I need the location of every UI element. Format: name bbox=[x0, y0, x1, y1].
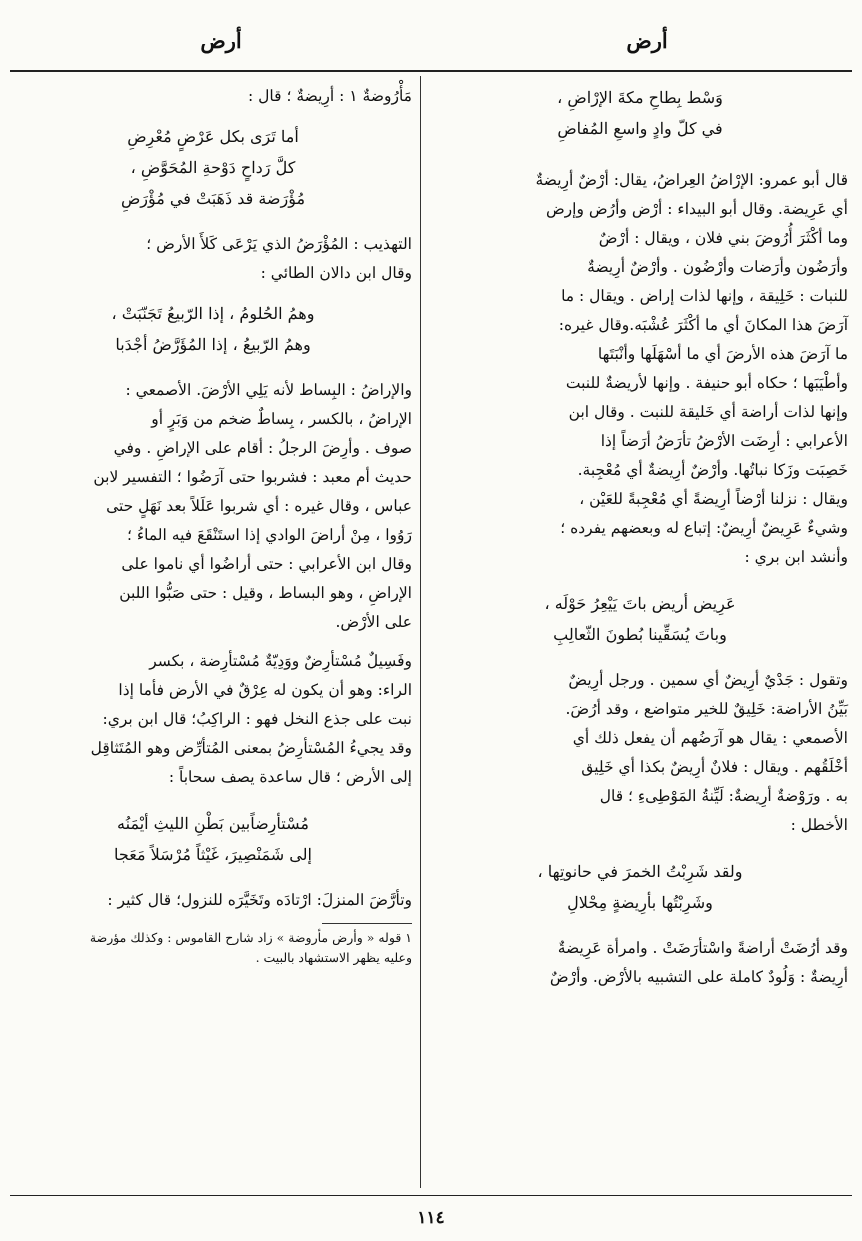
right-column bbox=[432, 82, 848, 992]
verse-line: كلَّ رَداحٍ دَوْحةِ المُحَوَّضِ ، bbox=[130, 158, 296, 177]
verse-line: إلى شَمَنْصِيرَ، غَيْثاً مُرْسَلاً مَعَجا bbox=[114, 845, 312, 864]
text-line: صوف . وأرِضَ الرجلُ : أقام على الإراضِ . وفي bbox=[113, 439, 412, 457]
text-line: بَيِّنُ الأراضة: خَلِيقٌ للخير متواضع ، وقد أرُضَ. bbox=[565, 700, 848, 718]
text-line: نبت على جذع النخل فهو : الراكِبُ؛ قال ابن بري: bbox=[102, 710, 412, 728]
text-line: وأرَضُون وأرَضات وأرْضُون . وأرْضٌ أرِيضةٌ bbox=[587, 258, 848, 276]
verse-line: مُسْتأرِضاًبين بَطْنِ الليثِ أيْمَنُه bbox=[117, 814, 309, 833]
text-line: الإراضُ ، بالكسر ، بِساطٌ ضخم من وَبَرٍ أو bbox=[151, 410, 412, 428]
text-line: التهذيب : المُؤْرَضُ الذي يَرْعَى كَلأَ الأرض ؛ bbox=[146, 235, 412, 253]
text-line: مَأْرُوضةٌ ١ : أرِيضةٌ ؛ قال : bbox=[248, 87, 412, 105]
text-line: أخْلَقُهم . ويقال : فلانٌ أرِيضٌ بكذا أي خَلِيق bbox=[581, 758, 848, 776]
entry-paragraph bbox=[14, 647, 412, 792]
entry-paragraph bbox=[14, 376, 412, 637]
text-line: على الأرْض. bbox=[335, 613, 412, 631]
header-word-left: أرض bbox=[200, 28, 242, 53]
text-line: أرِيضةٌ : وَلُودٌ كاملة على التشبيه بالأرْض. وأرْضٌ bbox=[549, 968, 848, 986]
text-line: وشيءٌ عَرِيضٌ أرِيضٌ: إتباع له وبعضهم يفرده ؛ bbox=[560, 519, 848, 537]
text-line: رَوُوا ، مِنْ أراضَ الوادي إذا استَنْقَعَ فيه الماءُ ؛ bbox=[126, 526, 412, 544]
verse-line: أما تَرَى بكل عَرْضٍ مُعْرِضِ bbox=[127, 127, 299, 146]
footnote-line: وعليه يظهر الاستشهاد بالبيت . bbox=[255, 950, 412, 965]
text-line: وأطْيَبَها ؛ حكاه أبو حنيفة . وإنها لأريضةٌ للنبت bbox=[565, 374, 848, 392]
page-number: ١١٤ bbox=[417, 1208, 445, 1228]
text-line: الإراضِ ، وهو البساط ، وقيل : حتى صَبُّوا اللبن bbox=[119, 584, 412, 602]
entry-paragraph bbox=[432, 166, 848, 572]
text-line: وتأرَّضَ المنزلَ: ارْتادَه وتَخَيَّرَه للنزول؛ قال كثير : bbox=[107, 891, 412, 909]
text-line: قال أبو عمرو: الإرْاضُ العِراضُ، يقال: أرْضٌ أرِيضةٌ bbox=[535, 171, 848, 189]
text-line: آرَضَ هذا المكانَ أي ما أكْثَرَ عُشْبَه.وقال غيره: bbox=[558, 316, 848, 334]
text-line: وما أكْثَرَ أُرُوضَ بني فلان ، ويقال : أرْضٌ bbox=[598, 229, 848, 247]
verse-line: وشَرِبْتُها بأرِيضةٍ مِحْلالِ bbox=[567, 893, 713, 912]
text-line: وقال ابن دالان الطائي : bbox=[260, 264, 412, 282]
verse-line: وهمُ الحُلومُ ، إذا الرّبيعُ تَجَنّبَتْ ، bbox=[111, 304, 315, 323]
verse-line: وهمُ الرّبيعُ ، إذا المُؤَرَّضُ أجْدَبا bbox=[115, 335, 311, 354]
text-line: وقد أرُضَتْ أراضةً واسْتأرَضَتْ . وامرأة عَرِيضةٌ bbox=[557, 939, 848, 957]
text-line: الأصمعي : يقال هو آرَضُهم أن يفعل ذلك أي bbox=[572, 729, 848, 747]
header-rule bbox=[10, 70, 852, 72]
text-line: الأخطل : bbox=[790, 816, 848, 834]
text-line: ويقال : نزلنا أرْضاً أرِيضةً أي مُعْجِبةً للعَيْن ، bbox=[579, 490, 848, 508]
text-line: للنبات : خَلِيقة ، وإنها لذات إراض . ويقال : ما bbox=[561, 287, 848, 305]
text-line: وفَسِيلٌ مُسْتأرِضٌ ووَدِيّةٌ مُسْتأرِضة ، بكسر bbox=[149, 652, 412, 670]
verse-line: عَرِيض أريض باتَ يَيْعِرُ حَوْلَه ، bbox=[544, 594, 736, 613]
text-line: وإنها لذات أراضة أي خَليقة للنبت . وقال ابن bbox=[568, 403, 848, 421]
text-line: وقد يجيءُ المُسْتأرِضُ بمعنى المُتأرِّض وهو المُتَثاقِل bbox=[90, 739, 412, 757]
left-column bbox=[14, 82, 412, 968]
text-line: حديث أم معبد : فشربوا حتى آرَضُوا ؛ التفسير لابن bbox=[93, 468, 412, 486]
entry-paragraph bbox=[432, 934, 848, 992]
entry-paragraph bbox=[432, 666, 848, 840]
text-line: عباس ، وقال غيره : أي شربوا عَلَلاً بعد نَهَلٍ حتى bbox=[106, 497, 412, 515]
footnote-rule bbox=[322, 923, 412, 924]
text-line: الراء: وهو أن يكون له عِرْقٌ في الأرض فأما إذا bbox=[118, 681, 412, 699]
verse-line: وباتَ يُسَقِّينا بُطونَ الثّعالِبِ bbox=[553, 625, 727, 644]
text-line: إلى الأرض ؛ قال ساعدة يصف سحاباً : bbox=[168, 768, 412, 786]
text-line: وأنشد ابن بري : bbox=[744, 548, 848, 566]
verse-line: في كلّ وادٍ واسعِ المُفاضِ bbox=[557, 119, 723, 138]
text-line: ما آرَضَ هذه الأرضَ أي ما أسْهَلَها وأنْبَتَها bbox=[597, 345, 848, 363]
text-line: وقال ابن الأعرابي : حتى أراضُوا أي ناموا على bbox=[121, 555, 412, 573]
text-line: خَصِبَت وزَكا نباتُها. وأرْضٌ أرِيضةٌ أي مُعْجِبة. bbox=[577, 461, 848, 479]
column-separator bbox=[420, 76, 421, 1188]
header-word-right: أرض bbox=[626, 28, 668, 53]
verse-line: وَسْط بِطاحِ مكةَ الإرْاضِ ، bbox=[557, 88, 723, 107]
text-line: أي عَرِيضة. وقال أبو البيداء : أرْض وأرُض وإرض bbox=[545, 200, 848, 218]
text-line: الأعرابي : أرِضَت الأرْضُ تأرَضُ أرَضاً إذا bbox=[600, 432, 848, 450]
verse-line: مُؤْرَضة قد ذَهَبَتْ في مُؤْرَضِ bbox=[120, 189, 306, 208]
footer-rule bbox=[10, 1195, 852, 1196]
text-line: والإراضُ : البِساط لأنه يَلِي الأرْضَ. الأصمعي : bbox=[125, 381, 412, 399]
verse-line: ولقد شَرِبْتُ الخمرَ في حانوتِها ، bbox=[537, 862, 743, 881]
footnote-line: ١ قوله « وأرض مأروضة » زاد شارح القاموس : وكذلك مؤرضة bbox=[89, 930, 412, 945]
text-line: به . ورَوْضةٌ أرِيضةٌ: لَيِّنةُ المَوْطِىءِ ؛ قال bbox=[599, 787, 848, 805]
text-line: وتقول : جَدْيٌ أرِيضٌ أي سمين . ورجل أرِيضٌ bbox=[568, 671, 848, 689]
